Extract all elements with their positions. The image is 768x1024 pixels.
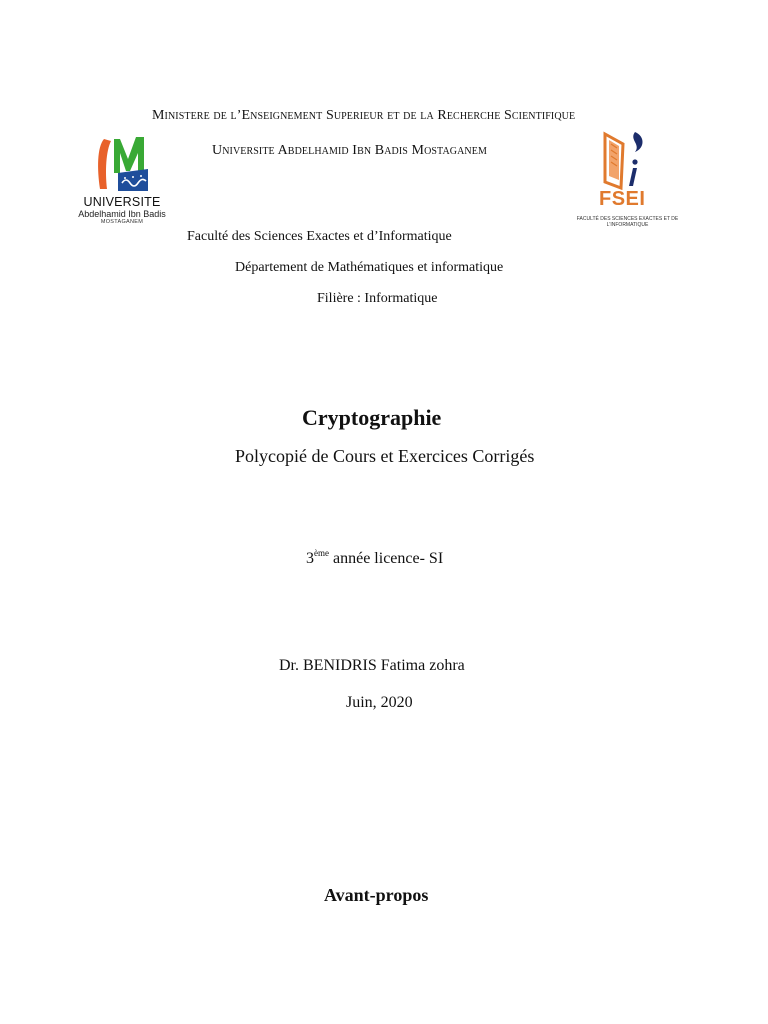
document-title: Cryptographie xyxy=(302,405,442,430)
program-name: Filière : Informatique xyxy=(317,291,438,306)
logo-green-m xyxy=(114,137,144,175)
university-heading: Universite Abdelhamid Ibn Badis Mostaganem xyxy=(212,143,487,158)
university-logo-subtitle: Abdelhamid Ibn Badis xyxy=(78,209,166,219)
fsei-logo xyxy=(575,130,680,232)
level-number: 3 xyxy=(306,550,314,567)
author-name: Dr. BENIDRIS Fatima zohra xyxy=(279,657,465,674)
publication-date: Juin, 2020 xyxy=(346,694,413,711)
level-text: année licence- SI xyxy=(329,550,444,567)
department-name: Département de Mathématiques et informatique xyxy=(235,260,504,275)
document-subtitle: Polycopié de Cours et Exercices Corrigés xyxy=(235,446,535,466)
fsei-acronym: FSEI xyxy=(599,188,646,210)
fsei-flame xyxy=(633,132,642,152)
university-logo-mark xyxy=(66,133,178,195)
faculty-name: Faculté des Sciences Exactes et d’Informatique xyxy=(187,229,452,244)
university-logo xyxy=(66,133,178,229)
university-logo-city: MOSTAGANEM xyxy=(100,219,144,225)
fsei-caption: FACULTÉ DES SCIENCES EXACTES ET DE L'INFORMATIQUE xyxy=(576,216,679,228)
ministry-heading: Ministere de l’Enseignement Superieur et de la Recherche Scientifique xyxy=(152,108,576,123)
fsei-logo-mark xyxy=(575,130,680,190)
university-logo-name: UNIVERSITE xyxy=(83,195,161,209)
academic-level xyxy=(306,550,443,568)
level-superscript: ème xyxy=(314,548,329,558)
foreword-heading: Avant-propos xyxy=(324,885,429,905)
logo-orange-shape xyxy=(98,139,111,189)
